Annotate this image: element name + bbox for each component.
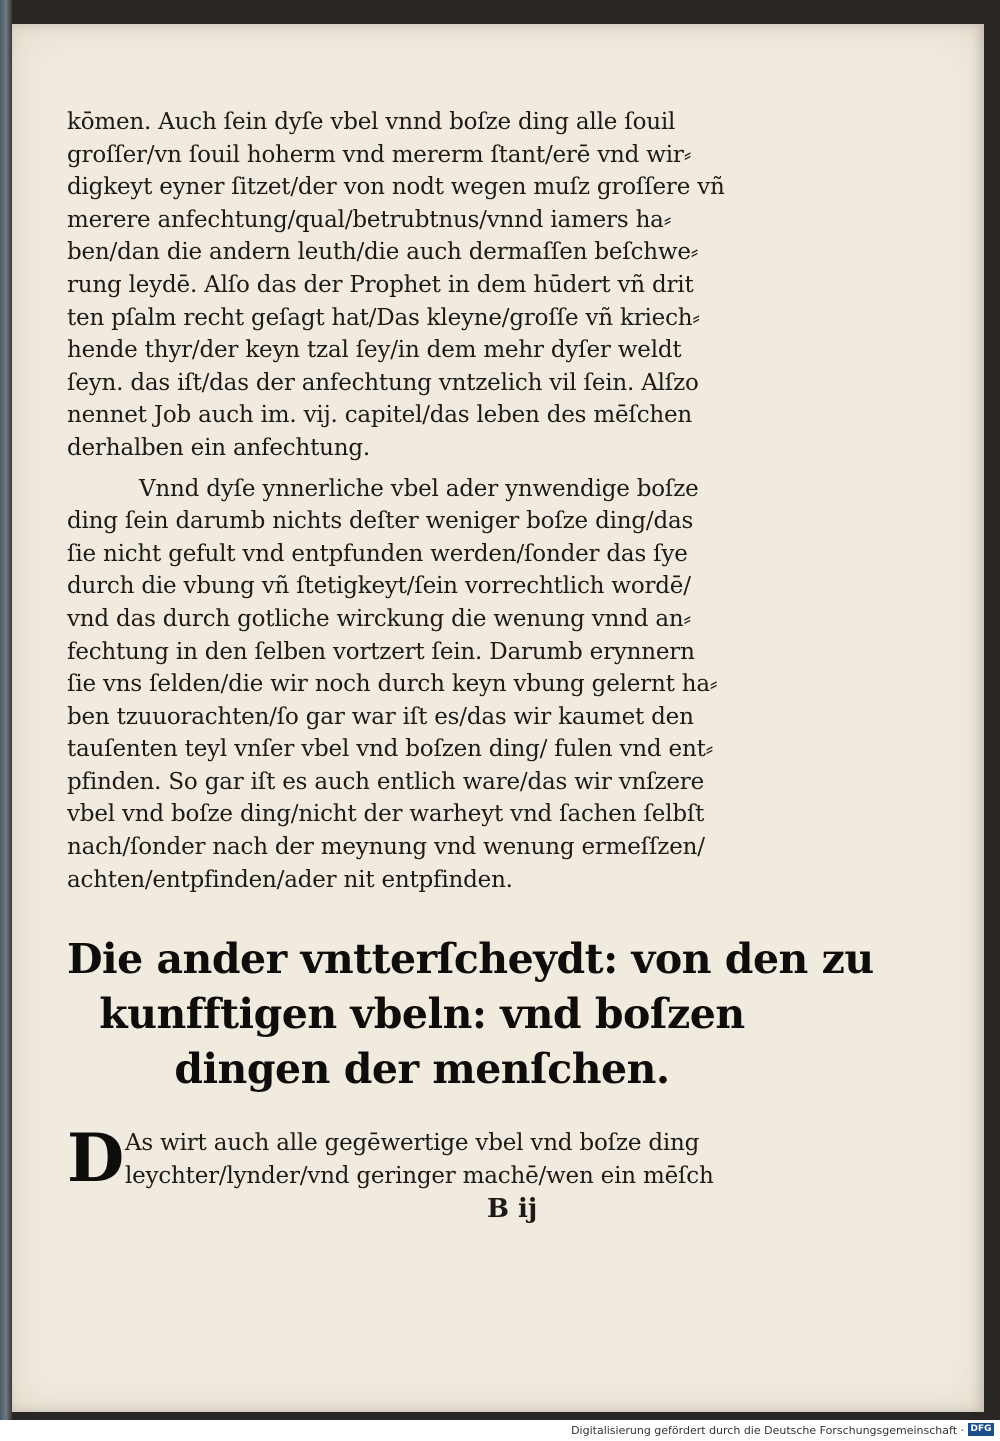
text-line: pfinden. So gar iſt es auch entlich ware/das wir vnſzere (67, 768, 705, 795)
text-line: derhalben ein anfechtung. (67, 434, 371, 461)
text-line: rung leydē. Alſo das der Prophet in dem hūdert vñ drit (67, 271, 694, 298)
book-spine-edge (0, 0, 12, 1420)
heading-line: kunfftigen vbeln: vnd boſzen (99, 990, 745, 1039)
text-line: fechtung in den ſelben vortzert ſein. Darumb erynnern (67, 638, 695, 665)
text-line: Vnnd dyſe ynnerliche vbel ader ynwendige boſze (139, 475, 699, 502)
funding-credit: Digitalisierung gefördert durch die Deutsche Forschungsgemeinschaft · (571, 1424, 964, 1437)
text-line: ten pſalm recht geſagt hat/Das kleyne/groſſe vñ kriech⸗ (67, 304, 700, 331)
text-line: groſſer/vn ſouil hoherm vnd mererm ſtant/erē vnd wir⸗ (67, 141, 692, 168)
paragraph-2 (67, 473, 777, 897)
text-line: digkeyt eyner ſitzet/der von nodt wegen muſz groſſere vñ (67, 174, 725, 201)
text-line: As wirt auch alle gegēwertige vbel vnd boſze ding (125, 1130, 700, 1157)
heading-line: Die ander vntterſchеydt: von den zu (67, 935, 874, 984)
text-line: nach/ſonder nach der meynung vnd wenung ermeſſzen/ (67, 834, 705, 861)
dfg-logo[interactable]: DFG (968, 1423, 994, 1436)
text-line: ſeyn. das iſt/das der anfechtung vntzelich vil ſein. Alſzo (67, 369, 699, 396)
text-line: nennet Job auch im. vij. capitel/das leben des mēſchen (67, 402, 693, 429)
text-line: ſie nicht gefult vnd entpfunden werden/ſonder das ſye (67, 540, 688, 567)
text-line: merere anfechtung/qual/betrubtnus/vnnd iamers ha⸗ (67, 206, 672, 233)
text-line: vnd das durch gotliche wirckung die wenung vnnd an⸗ (67, 605, 691, 632)
text-line: kōmen. Auch ſein dyſe vbel vnnd boſze ding alle ſouil (67, 109, 676, 135)
text-line: achten/entpfinden/ader nit entpfinden. (67, 866, 513, 893)
paragraph-1 (67, 106, 777, 465)
text-line: leychter/lynder/vnd geringer machē/wen ein mēſch (125, 1162, 714, 1189)
signature-mark: B ij (487, 1194, 538, 1225)
book-page (12, 24, 984, 1412)
footer-bar (0, 1420, 1000, 1441)
page-text-block (67, 106, 874, 1226)
text-line: ſie vns ſelden/die wir noch durch keyn vbung gelernt ha⸗ (67, 671, 718, 698)
paragraph-3 (67, 1119, 777, 1198)
heading-line: dingen der menſchen. (174, 1045, 670, 1094)
text-line: vbel vnd boſze ding/nicht der warheyt vnd ſachen ſelbſt (67, 801, 705, 828)
text-line: ding ſein darumb nichts deſter weniger boſze ding/das (67, 508, 694, 535)
drop-cap: D (67, 1119, 125, 1198)
text-line: durch die vbung vñ ſtetigkeyt/ſein vorrechtlich wordē/ (67, 573, 691, 600)
section-heading (67, 932, 874, 1097)
text-line: tauſenten teyl vnſer vbel vnd boſzen ding/ fulen vnd ent⸗ (67, 736, 714, 763)
text-line: ben tzuuorachten/ſo gar war iſt es/das wir kaumet den (67, 703, 694, 730)
text-line: ben/dan die andern leuth/die auch dermaſſen beſchwe⸗ (67, 239, 699, 266)
text-line: hende thyr/der keyn tzal ſey/in dem mehr dyſer weldt (67, 337, 682, 364)
